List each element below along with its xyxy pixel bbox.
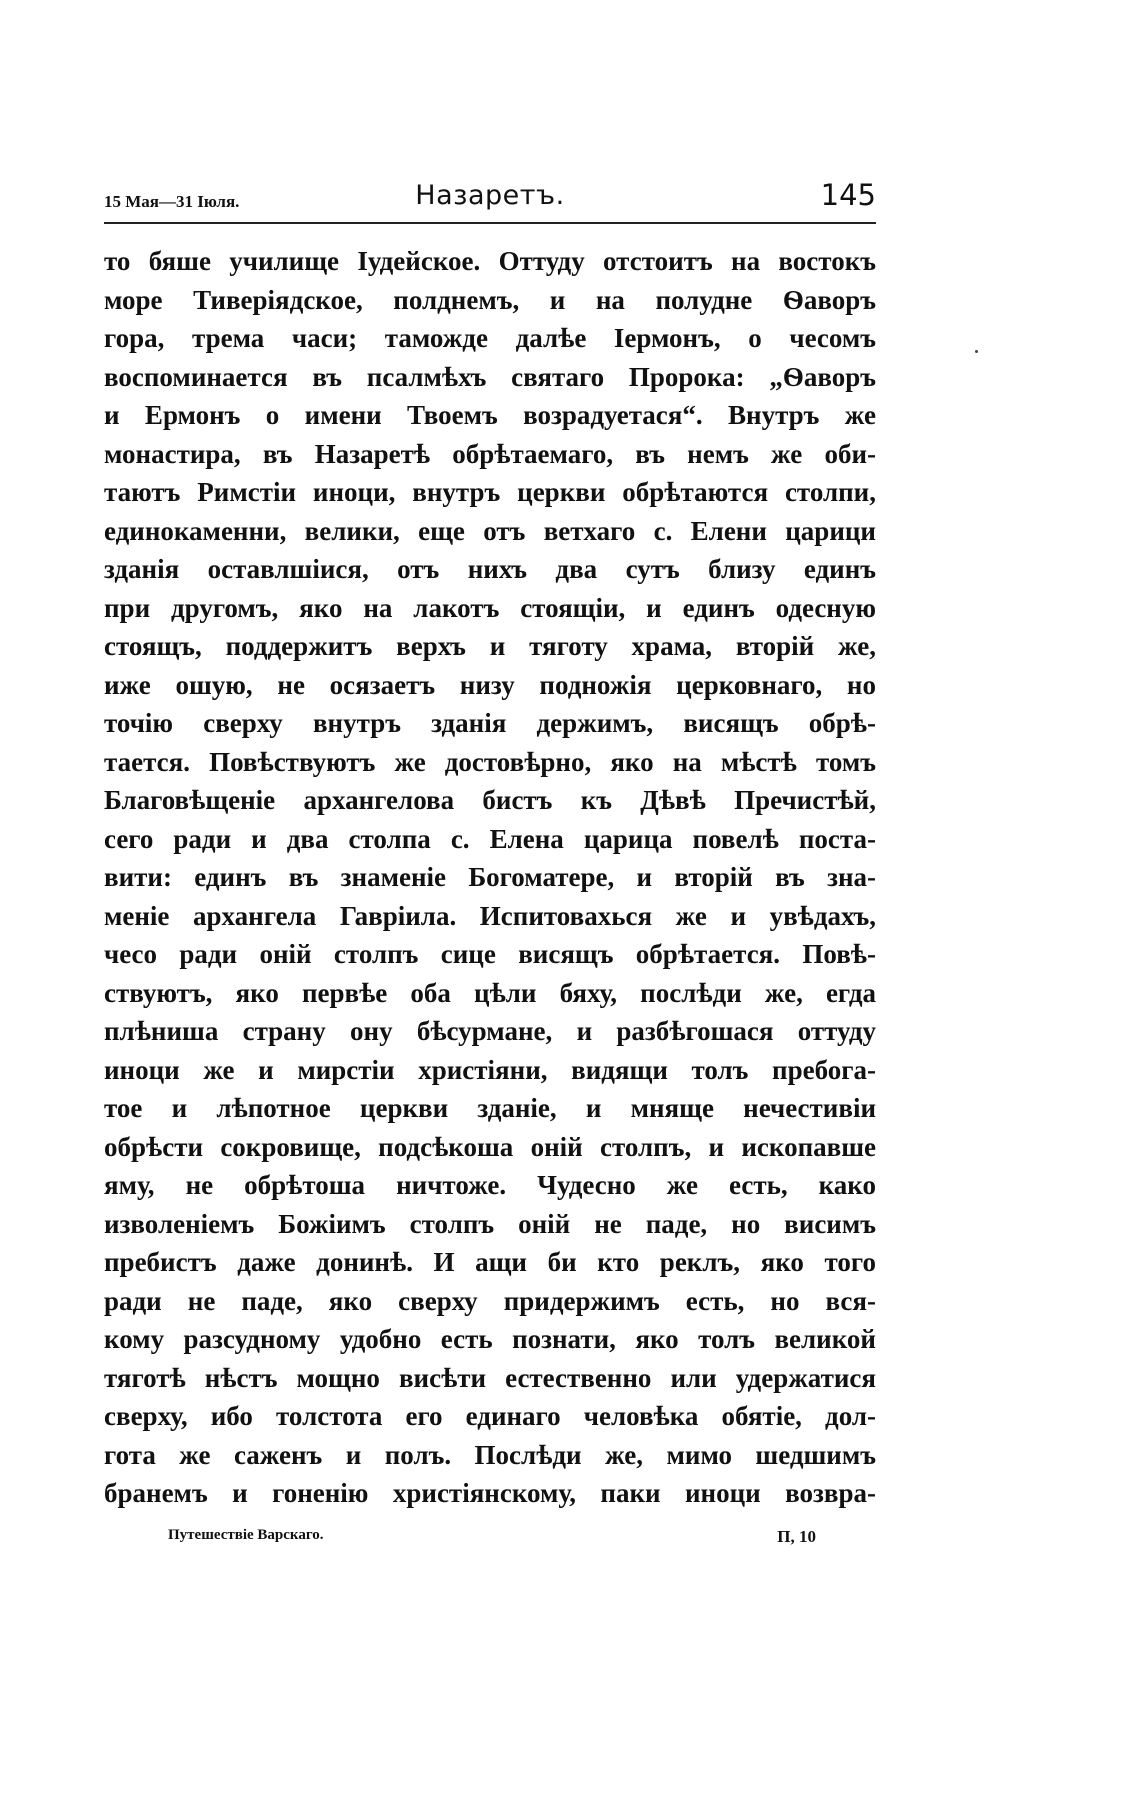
text-line: изволеніемъ Божіимъ столпъ оній не паде, но висимъ: [104, 1208, 876, 1239]
header-dates: 15 Мая—31 Іюля.: [104, 192, 240, 211]
text-line: вити: единъ въ знаменіе Богоматере, и вторій въ зна-: [104, 862, 876, 892]
text-line: Благовѣщеніе архангелова бистъ къ Дѣвѣ Пречистѣй,: [104, 785, 876, 815]
text-line: обрѣсти сокровище, подсѣкоша оній столпъ, и ископавше: [104, 1131, 876, 1162]
text-line: яму, не обрѣтоша ничтоже. Чудесно же есть, како: [104, 1170, 876, 1200]
text-line: ради не паде, яко сверху придержимъ есть, но вся-: [104, 1285, 876, 1316]
text-line: единокаменни, велики, еще отъ ветхаго с. Елени царици: [104, 515, 876, 546]
book-page: [104, 178, 876, 1551]
text-line: точію сверху внутръ зданія держимъ, висящъ обрѣ-: [104, 708, 876, 738]
text-line: бранемъ и гоненію христіянскому, паки иноци возвра-: [104, 1478, 876, 1508]
text-line: таютъ Римстіи иноци, внутръ церкви обрѣтаются столпи,: [104, 477, 876, 507]
text-line: иноци же и мирстіи христіяни, видящи толъ пребога-: [104, 1054, 876, 1085]
text-line: меніе архангела Гавріила. Испитовахься же и увѣдахъ,: [104, 900, 876, 931]
text-line: чесо ради оній столпъ сице висящъ обрѣтается. Повѣ-: [104, 939, 876, 969]
page-number: 145: [820, 178, 876, 212]
text-line: то бяше училище Іудейское. Оттуду отстоитъ на востокъ: [104, 246, 876, 276]
text-line: и Ермонъ о имени Твоемъ возрадуетася“. Внутръ же: [104, 400, 876, 430]
text-line: зданія оставлшіися, отъ нихъ два сутъ близу единъ: [104, 554, 876, 584]
text-line: воспоминается въ псалмѣхъ святаго Пророка: „Ѳаворъ: [104, 361, 876, 392]
text-line: тяготѣ нѣстъ мощно висѣти естественно или удержатися: [104, 1362, 876, 1393]
signature-line: [104, 1527, 876, 1551]
text-line: сего ради и два столпа с. Елена царица повелѣ поста-: [104, 823, 876, 854]
text-line: плѣниша страну ону бѣсурмане, и разбѣгошася оттуду: [104, 1016, 876, 1046]
text-line: сверху, ибо толстота его единаго человѣка обятіе, дол-: [104, 1401, 876, 1431]
text-line: тое и лѣпотное церкви зданіе, и мняще нечестивіи: [104, 1093, 876, 1123]
signature-title: Путешествіе Варскаго.: [168, 1526, 324, 1543]
text-line: при другомъ, яко на лакотъ стоящіи, и единъ одесную: [104, 592, 876, 623]
signature-mark: П, 10: [777, 1526, 816, 1546]
running-head: [104, 178, 876, 224]
header-title: Назаретъ.: [415, 180, 565, 211]
scan-speck: [975, 350, 978, 353]
text-line: иже ошую, не осязаетъ низу подножія церковнаго, но: [104, 669, 876, 700]
text-line: пребистъ даже донинѣ. И ащи би кто реклъ, яко того: [104, 1247, 876, 1277]
text-line: ствуютъ, яко первѣе оба цѣли бяху, послѣди же, егда: [104, 977, 876, 1008]
text-line: стоящъ, поддержитъ верхъ и тяготу храма, вторій же,: [104, 631, 876, 661]
text-line: гора, трема часи; таможде далѣе Іермонъ, о чесомъ: [104, 323, 876, 353]
text-line: монастира, въ Назаретѣ обрѣтаемаго, въ немъ же оби-: [104, 438, 876, 469]
text-line: кому разсудному удобно есть познати, яко толъ великой: [104, 1324, 876, 1354]
text-line: гота же саженъ и полъ. Послѣди же, мимо шедшимъ: [104, 1439, 876, 1470]
text-line: тается. Повѣствуютъ же достовѣрно, яко на мѣстѣ томъ: [104, 746, 876, 777]
body-text: [104, 242, 876, 1513]
text-line: море Тиверіядское, полднемъ, и на полудне Ѳаворъ: [104, 284, 876, 315]
